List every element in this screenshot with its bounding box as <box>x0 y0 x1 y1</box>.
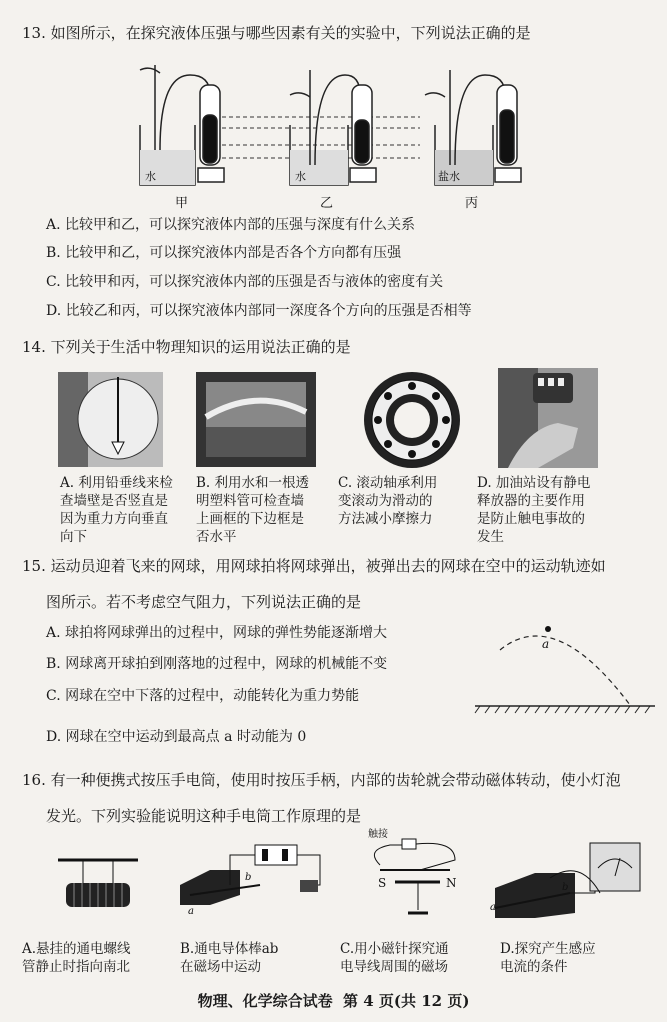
q16-stem-line1: 16. 有一种便携式按压手电筒，使用时按压手柄，内部的齿轮就会带动磁体转动，使小灯泡 <box>22 771 621 789</box>
q16-option-a: A.悬挂的通电螺线 管静止时指向南北 <box>22 941 131 975</box>
static-discharger-photo <box>498 368 598 468</box>
point-a-marker <box>545 626 551 632</box>
apparatus-jia <box>140 65 224 185</box>
q14-stem: 14. 下列关于生活中物理知识的运用说法正确的是 <box>22 338 351 356</box>
frame-photo <box>196 372 316 467</box>
q13-figure <box>120 55 540 215</box>
label-a: a <box>188 906 194 917</box>
label-b-d: b <box>562 882 569 893</box>
apparatus-bing <box>425 70 521 185</box>
beaker-label-jia: 水 <box>145 170 156 183</box>
q15-stem-line2: 图所示。若不考虑空气阻力，下列说法正确的是 <box>46 593 362 611</box>
trajectory-figure <box>470 610 660 720</box>
q14-option-d: D. 加油站设有静电 释放器的主要作用 是防止触电事故的 发生 <box>477 475 591 545</box>
suspended-solenoid-figure <box>48 845 148 925</box>
q13-option-c: C. 比较甲和丙，可以探究液体内部的压强是否与液体的密度有关 <box>46 274 444 290</box>
q16-option-d: D.探究产生感应 电流的条件 <box>500 941 596 975</box>
caption-yi: 乙 <box>320 196 334 211</box>
q16-stem-line2: 发光。下列实验能说明这种手电筒工作原理的是 <box>46 807 362 825</box>
q13-stem: 13. 如图所示，在探究液体压强与哪些因素有关的实验中，下列说法正确的是 <box>22 24 531 42</box>
conductor-in-field-figure <box>170 840 330 920</box>
q15-stem-line1: 15. 运动员迎着飞来的网球，用网球拍将网球弹出，被弹出去的网球在空中的运动轨迹如 <box>22 557 606 575</box>
caption-bing: 丙 <box>465 196 479 211</box>
plumb-line-photo <box>58 372 163 467</box>
pole-n: N <box>446 876 457 890</box>
q15-option-b: B. 网球离开球拍到刚落地的过程中，网球的机械能不变 <box>46 656 388 672</box>
label-a-d: a <box>490 902 496 913</box>
q15-option-a: A. 球拍将网球弹出的过程中，网球的弹性势能逐渐增大 <box>46 625 388 641</box>
q15-option-c: C. 网球在空中下落的过程中，动能转化为重力势能 <box>46 688 360 704</box>
q14-option-b: B. 利用水和一根透 明塑料管可检查墙 上画框的下边框是 否水平 <box>196 475 310 545</box>
compass-wire-figure <box>360 825 470 925</box>
beaker-label-yi: 水 <box>295 170 306 183</box>
q13-option-b: B. 比较甲和乙，可以探究液体内部是否各个方向都有压强 <box>46 245 402 261</box>
label-b: b <box>245 872 252 883</box>
caption-jia: 甲 <box>175 196 189 211</box>
q14-option-c: C. 滚动轴承利用 变滚动为滑动的 方法减小摩擦力 <box>338 475 438 527</box>
pole-s: S <box>378 876 387 890</box>
induction-figure <box>490 838 650 928</box>
q14-option-a: A. 利用铅垂线来检 查墙壁是否竖直是 因为重力方向垂直 向下 <box>60 475 173 545</box>
q15-option-d: D. 网球在空中运动到最高点 a 时动能为 0 <box>46 729 307 745</box>
bearing-photo <box>360 368 465 473</box>
page-footer: 物理、化学综合试卷 第 4 页(共 12 页) <box>197 992 470 1010</box>
touch-label: 触接 <box>368 829 388 840</box>
beaker-label-bing: 盐水 <box>438 170 460 183</box>
q13-option-d: D. 比较乙和丙，可以探究液体内部同一深度各个方向的压强是否相等 <box>46 303 472 319</box>
q13-option-a: A. 比较甲和乙，可以探究液体内部的压强与深度有什么关系 <box>46 217 416 233</box>
q16-option-c: C.用小磁针探究通 电导线周围的磁场 <box>340 941 449 975</box>
q16-option-b: B.通电导体棒ab 在磁场中运动 <box>180 941 279 975</box>
point-a-label: a <box>542 637 550 651</box>
